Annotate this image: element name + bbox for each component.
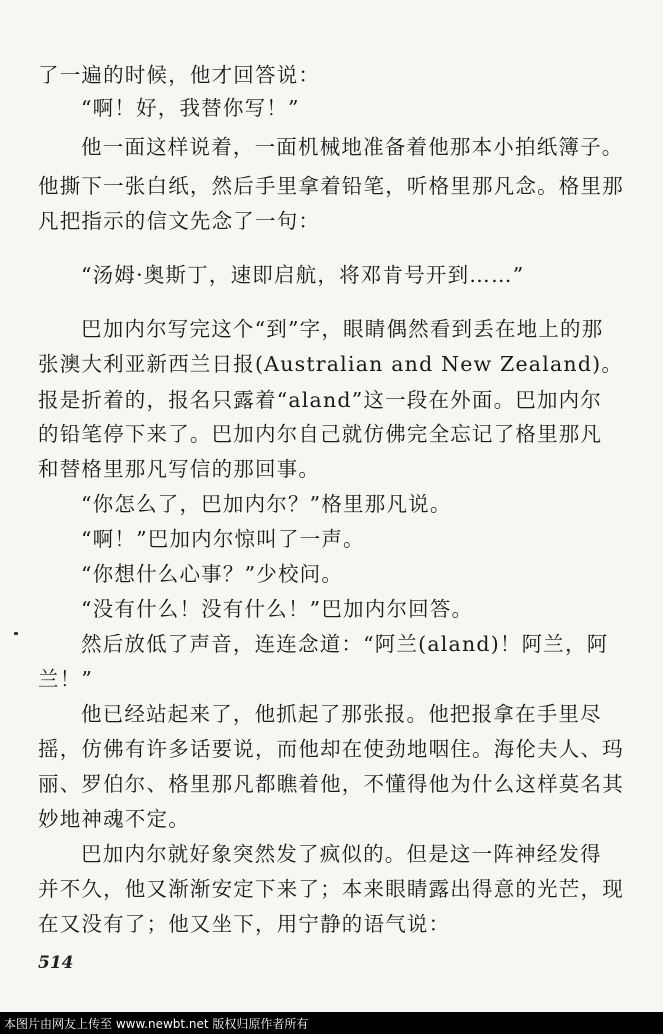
text-line: 张澳大利亚新西兰日报(Australian and New Zealand)。 [38, 352, 624, 376]
text-line: 巴加内尔写完这个“到”字，眼睛偶然看到丢在地上的那 [81, 317, 604, 341]
text-line: 然后放低了声音，连连念道：“阿兰(aland)！阿兰，阿 [81, 632, 609, 656]
text-line: 摇，仿佛有许多话要说，而他却在使劲地咽住。海伦夫人、玛 [38, 737, 624, 761]
text-line: “你想什么心事？”少校问。 [81, 562, 344, 586]
text-line: “啊！”巴加内尔惊叫了一声。 [81, 527, 365, 551]
text-line: 的铅笔停下来了。巴加内尔自己就仿佛完全忘记了格里那凡 [38, 422, 603, 446]
text-line: 凡把指示的信文先念了一句： [38, 209, 321, 233]
text-line: 和替格里那凡写信的那回事。 [38, 457, 321, 481]
text-line: “汤姆·奥斯丁，速即启航，将邓肯号开到……” [81, 263, 525, 287]
text-line: 他一面这样说着，一面机械地准备着他那本小拍纸簿子。 [81, 135, 624, 159]
page-number: 514 [38, 953, 74, 973]
text-line: 了一遍的时候，他才回答说： [38, 63, 321, 87]
text-line: “啊！好，我替你写！” [81, 96, 300, 120]
text-line: 巴加内尔就好象突然发了疯似的。但是这一阵神经发得 [81, 842, 602, 866]
text-line: 报是折着的，报名只露着“aland”这一段在外面。巴加内尔 [38, 388, 603, 412]
text-line: 兰！” [38, 667, 94, 691]
text-line: 丽、罗伯尔、格里那凡都瞧着他，不懂得他为什么这样莫名其 [38, 772, 624, 796]
text-line: 他撕下一张白纸，然后手里拿着铅笔，听格里那凡念。格里那 [38, 174, 624, 198]
watermark-footer [0, 1012, 663, 1034]
text-line: 妙地神魂不定。 [38, 807, 190, 831]
watermark-text: 本图片由网友上传至 www.newbt.net 版权归原作者所有 [4, 1017, 309, 1031]
text-line: 他已经站起来了，他抓起了那张报。他把报拿在手里尽 [81, 702, 602, 726]
text-line: 在又没有了；他又坐下，用宁静的语气说： [38, 912, 451, 936]
text-line: 并不久，他又渐渐安定下来了；本来眼睛露出得意的光芒，现 [38, 877, 624, 901]
print-speck [14, 632, 18, 635]
text-line: “没有什么！没有什么！”巴加内尔回答。 [81, 597, 474, 621]
text-line: “你怎么了，巴加内尔？”格里那凡说。 [81, 492, 452, 516]
